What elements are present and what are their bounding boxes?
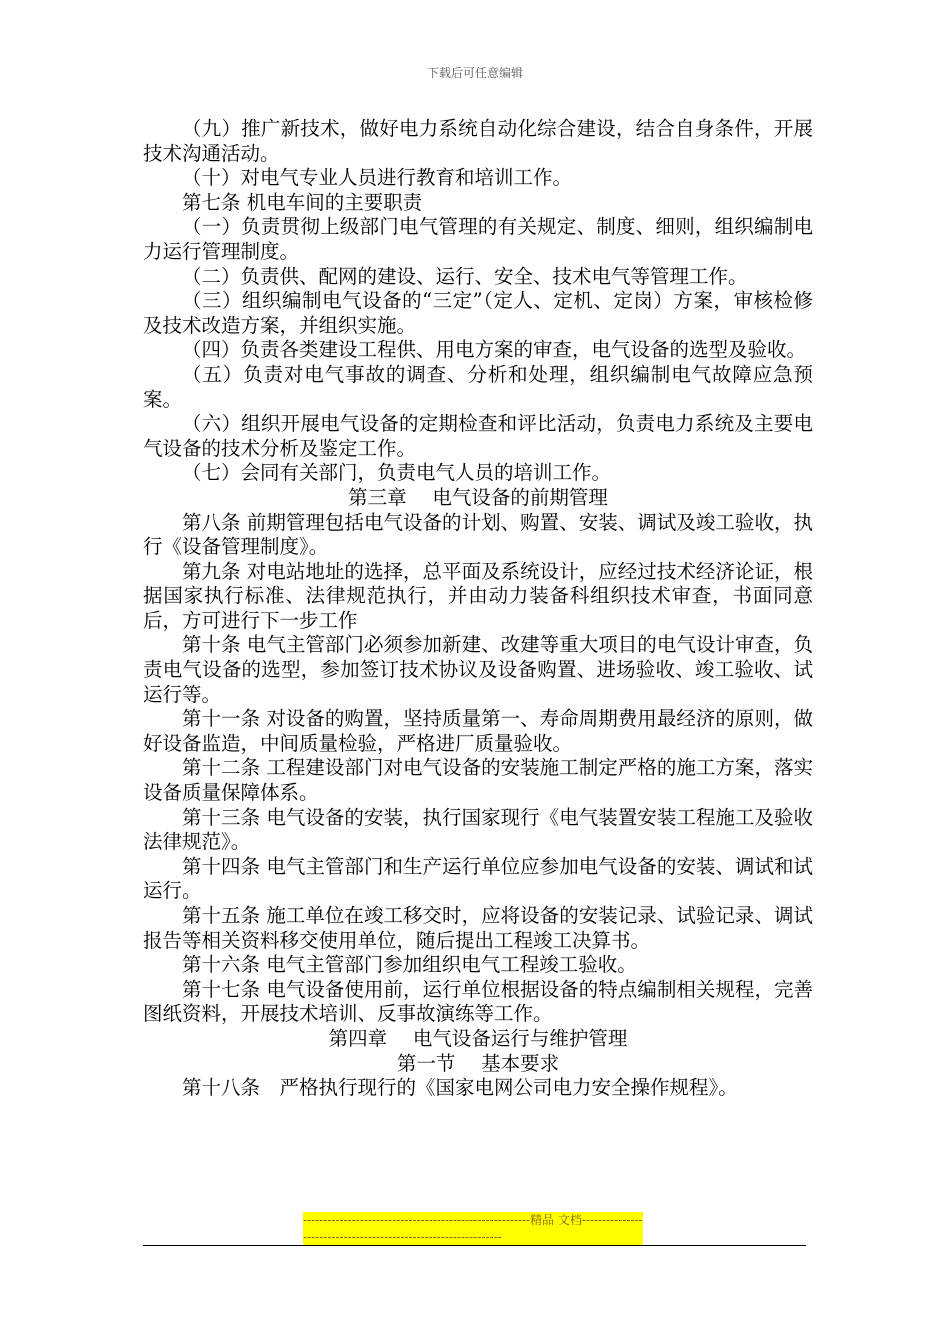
- duty-4: （四）负责各类建设工程供、用电方案的审查，电气设备的选型及验收。: [182, 338, 807, 362]
- article-8: 第八条 前期管理包括电气设备的计划、购置、安装、调试及竣工验收，执行《设备管理制度》。: [143, 510, 813, 559]
- footer-divider: [143, 1245, 806, 1246]
- duty-5: （五）负责对电气事故的调查、分析和处理，组织编制电气故障应急预案。: [143, 362, 813, 411]
- article-13: 第十三条 电气设备的安装，执行国家现行《电气装置安装工程施工及验收法律规范》。: [143, 805, 813, 854]
- article-7-title: 第七条 机电车间的主要职责: [182, 190, 423, 214]
- article-11: 第十一条 对设备的购置，坚持质量第一、寿命周期费用最经济的原则，做好设备监造，中间质量检验，严格进厂质量验收。: [143, 707, 813, 755]
- article-16: 第十六条 电气主管部门参加组织电气工程竣工验收。: [182, 953, 637, 977]
- duty-1: （一）负责贯彻上级部门电气管理的有关规定、制度、细则，组织编制电力运行管理制度。: [143, 215, 813, 263]
- paragraph-10-training: （十）对电气专业人员进行教育和培训工作。: [182, 166, 573, 190]
- document-body: [143, 117, 813, 1101]
- chapter-3-heading: 第三章 电气设备的前期管理: [348, 485, 608, 509]
- duty-2: （二）负责供、配网的建设、运行、安全、技术电气等管理工作。: [182, 264, 748, 288]
- article-18: 第十八条 严格执行现行的《国家电网公司电力安全操作规程》。: [182, 1076, 738, 1100]
- duty-6: （六）组织开展电气设备的定期检查和评比活动，负责电力系统及主要电气设备的技术分析及鉴定工作。: [143, 412, 813, 460]
- article-10: 第十条 电气主管部门必须参加新建、改建等重大项目的电气设计审查，负责电气设备的选型，参加签订技术协议及设备购置、进场验收、竣工验收、试运行等。: [143, 633, 813, 706]
- article-14: 第十四条 电气主管部门和生产运行单位应参加电气设备的安装、调试和试运行。: [143, 854, 813, 903]
- article-9: 第九条 对电站地址的选择，总平面及系统设计，应经过技术经济论证，根据国家执行标准、法律规范执行，并由动力装备科组织技术审查，书面同意后，方可进行下一步工作: [143, 559, 813, 632]
- article-17: 第十七条 电气设备使用前，运行单位根据设备的特点编制相关规程，完善图纸资料，开展技术培训、反事故演练等工作。: [143, 977, 813, 1026]
- article-15: 第十五条 施工单位在竣工移交时，应将设备的安装记录、试验记录、调试报告等相关资料移交使用单位，随后提出工程竣工决算书。: [143, 904, 813, 952]
- duty-3: （三）组织编制电气设备的“三定”（定人、定机、定岗）方案，审核检修及技术改造方案，并组织实施。: [143, 289, 813, 337]
- article-12: 第十二条 工程建设部门对电气设备的安装施工制定严格的施工方案，落实设备质量保障体系。: [143, 756, 813, 805]
- page-header-note: 下载后可任意编辑: [426, 66, 523, 80]
- chapter-4-heading: 第四章 电气设备运行与维护管理: [328, 1026, 628, 1050]
- section-1-heading: 第一节 基本要求: [396, 1051, 560, 1075]
- duty-7: （七）会同有关部门，负责电气人员的培训工作。: [182, 461, 612, 485]
- paragraph-9-tech: （九）推广新技术，做好电力系统自动化综合建设，结合自身条件，开展技术沟通活动。: [143, 117, 813, 165]
- footer-watermark: --------------------------------------------------------精品 文档----------------------------------------------------------------: [303, 1213, 643, 1244]
